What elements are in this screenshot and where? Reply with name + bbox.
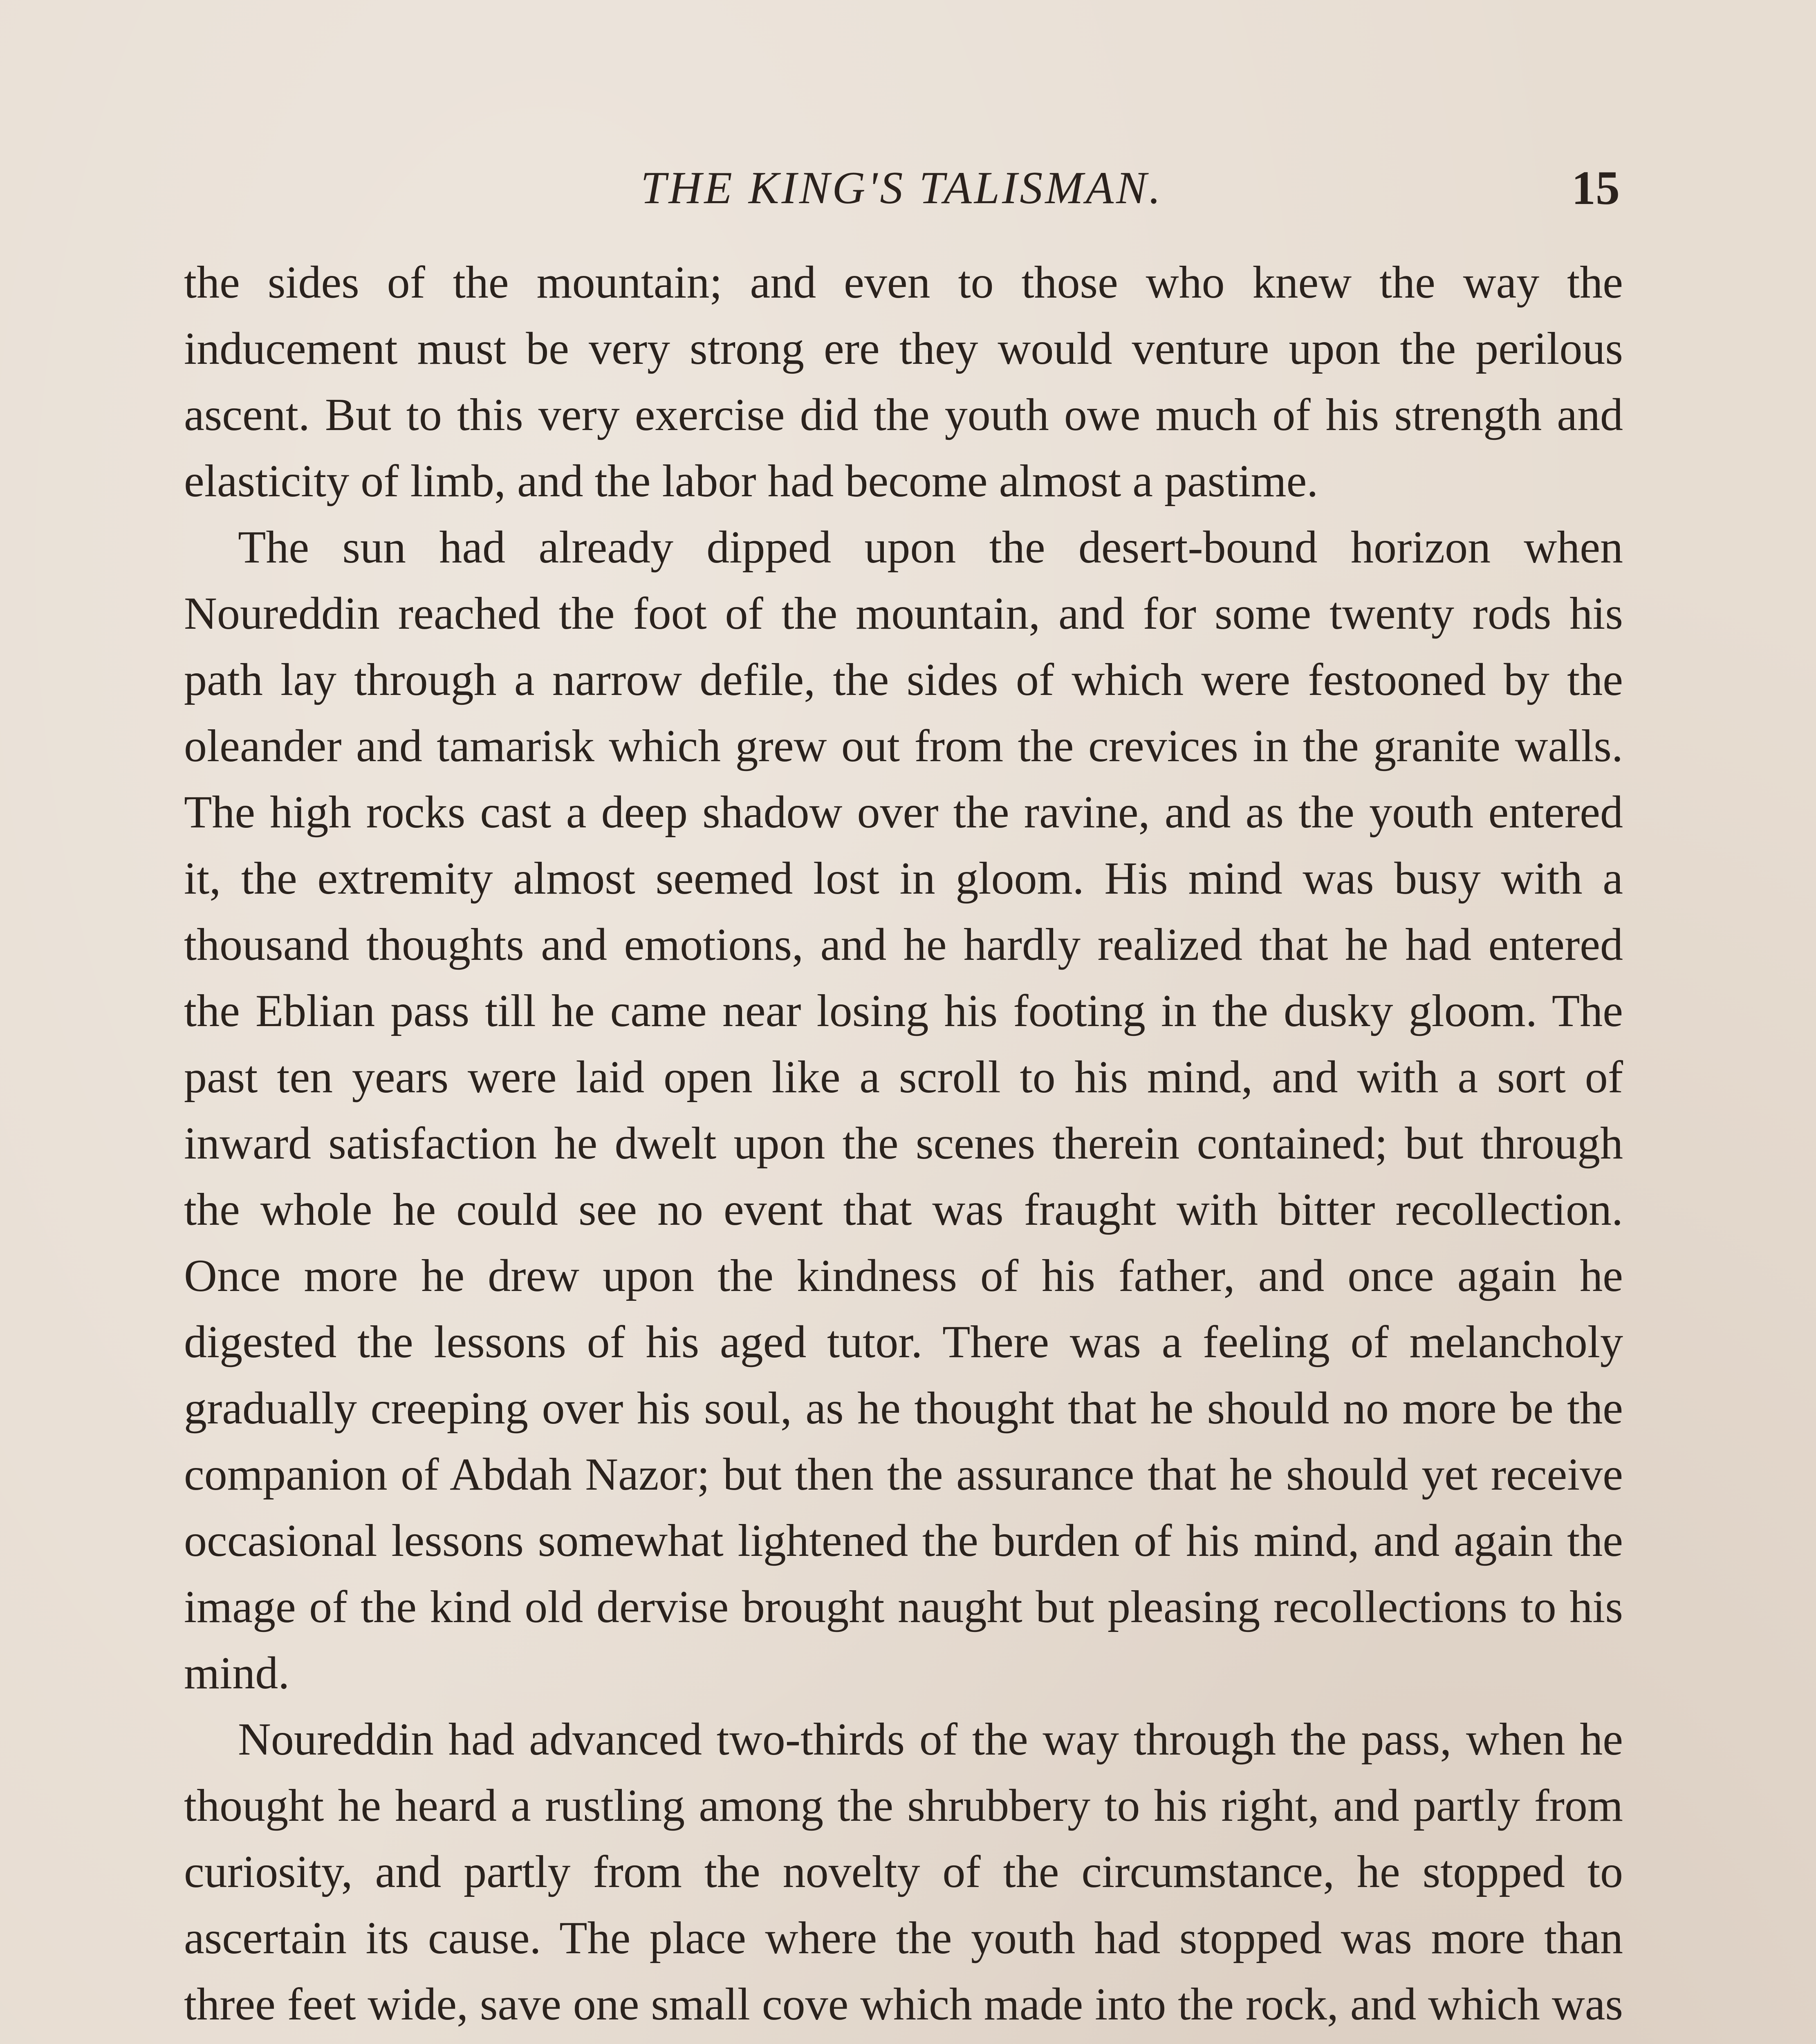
paragraph-1: the sides of the mountain; and even to those who knew the way the inducement must be very strong ere they would venture upon the perilous ascent. But to this very exercise did the youth owe much of his strength and elasticity of limb, and the labor had become almost a pastime. <box>184 257 1623 507</box>
paragraph-3: Noureddin had advanced two-thirds of the way through the pass, when he thought he heard a rustling among the shrubbery to his right, and partly from curiosity, and partly from the novelty of the circumstance, he stopped to ascertain its cause. The place where the youth had stopped was more than three feet wide, save one small cove which made into the rock, and which was <box>184 1714 1623 2030</box>
page-number: 15 <box>1572 161 1620 215</box>
body-text <box>184 249 1623 2044</box>
running-head <box>184 155 1620 221</box>
paragraph-2: The sun had already dipped upon the desert-bound horizon when Noureddin reached the foot of the mountain, and for some twenty rods his path lay through a narrow defile, the sides of which were festooned by the oleander and tamarisk which grew out from the crevices in the granite walls. The high rocks cast a deep shadow over the ravine, and as the youth entered it, the extremity almost seemed lost in gloom. His mind was busy with a thousand thoughts and emotions, and he hardly realized that he had entered the Eblian pass till he came near losing his footing in the dusky gloom. The past ten years were laid open like a scroll to his mind, and with a sort of inward satisfaction he dwelt upon the scenes therein contained; but through the whole he could see no event that was fraught with bitter recollection. Once more he drew upon the kindness of his father, and once again he digested the lessons of his aged tutor. There was a feeling of melancholy gradually creeping over his soul, as he thought that he should no more be the companion of Abdah Nazor; but then the assurance that he should yet receive occasional lessons somewhat lightened the burden of his mind, and again the image of the kind old dervise brought naught but pleasing recollections to his mind. <box>184 522 1623 1699</box>
running-title: THE KING'S TALISMAN. <box>641 163 1163 213</box>
